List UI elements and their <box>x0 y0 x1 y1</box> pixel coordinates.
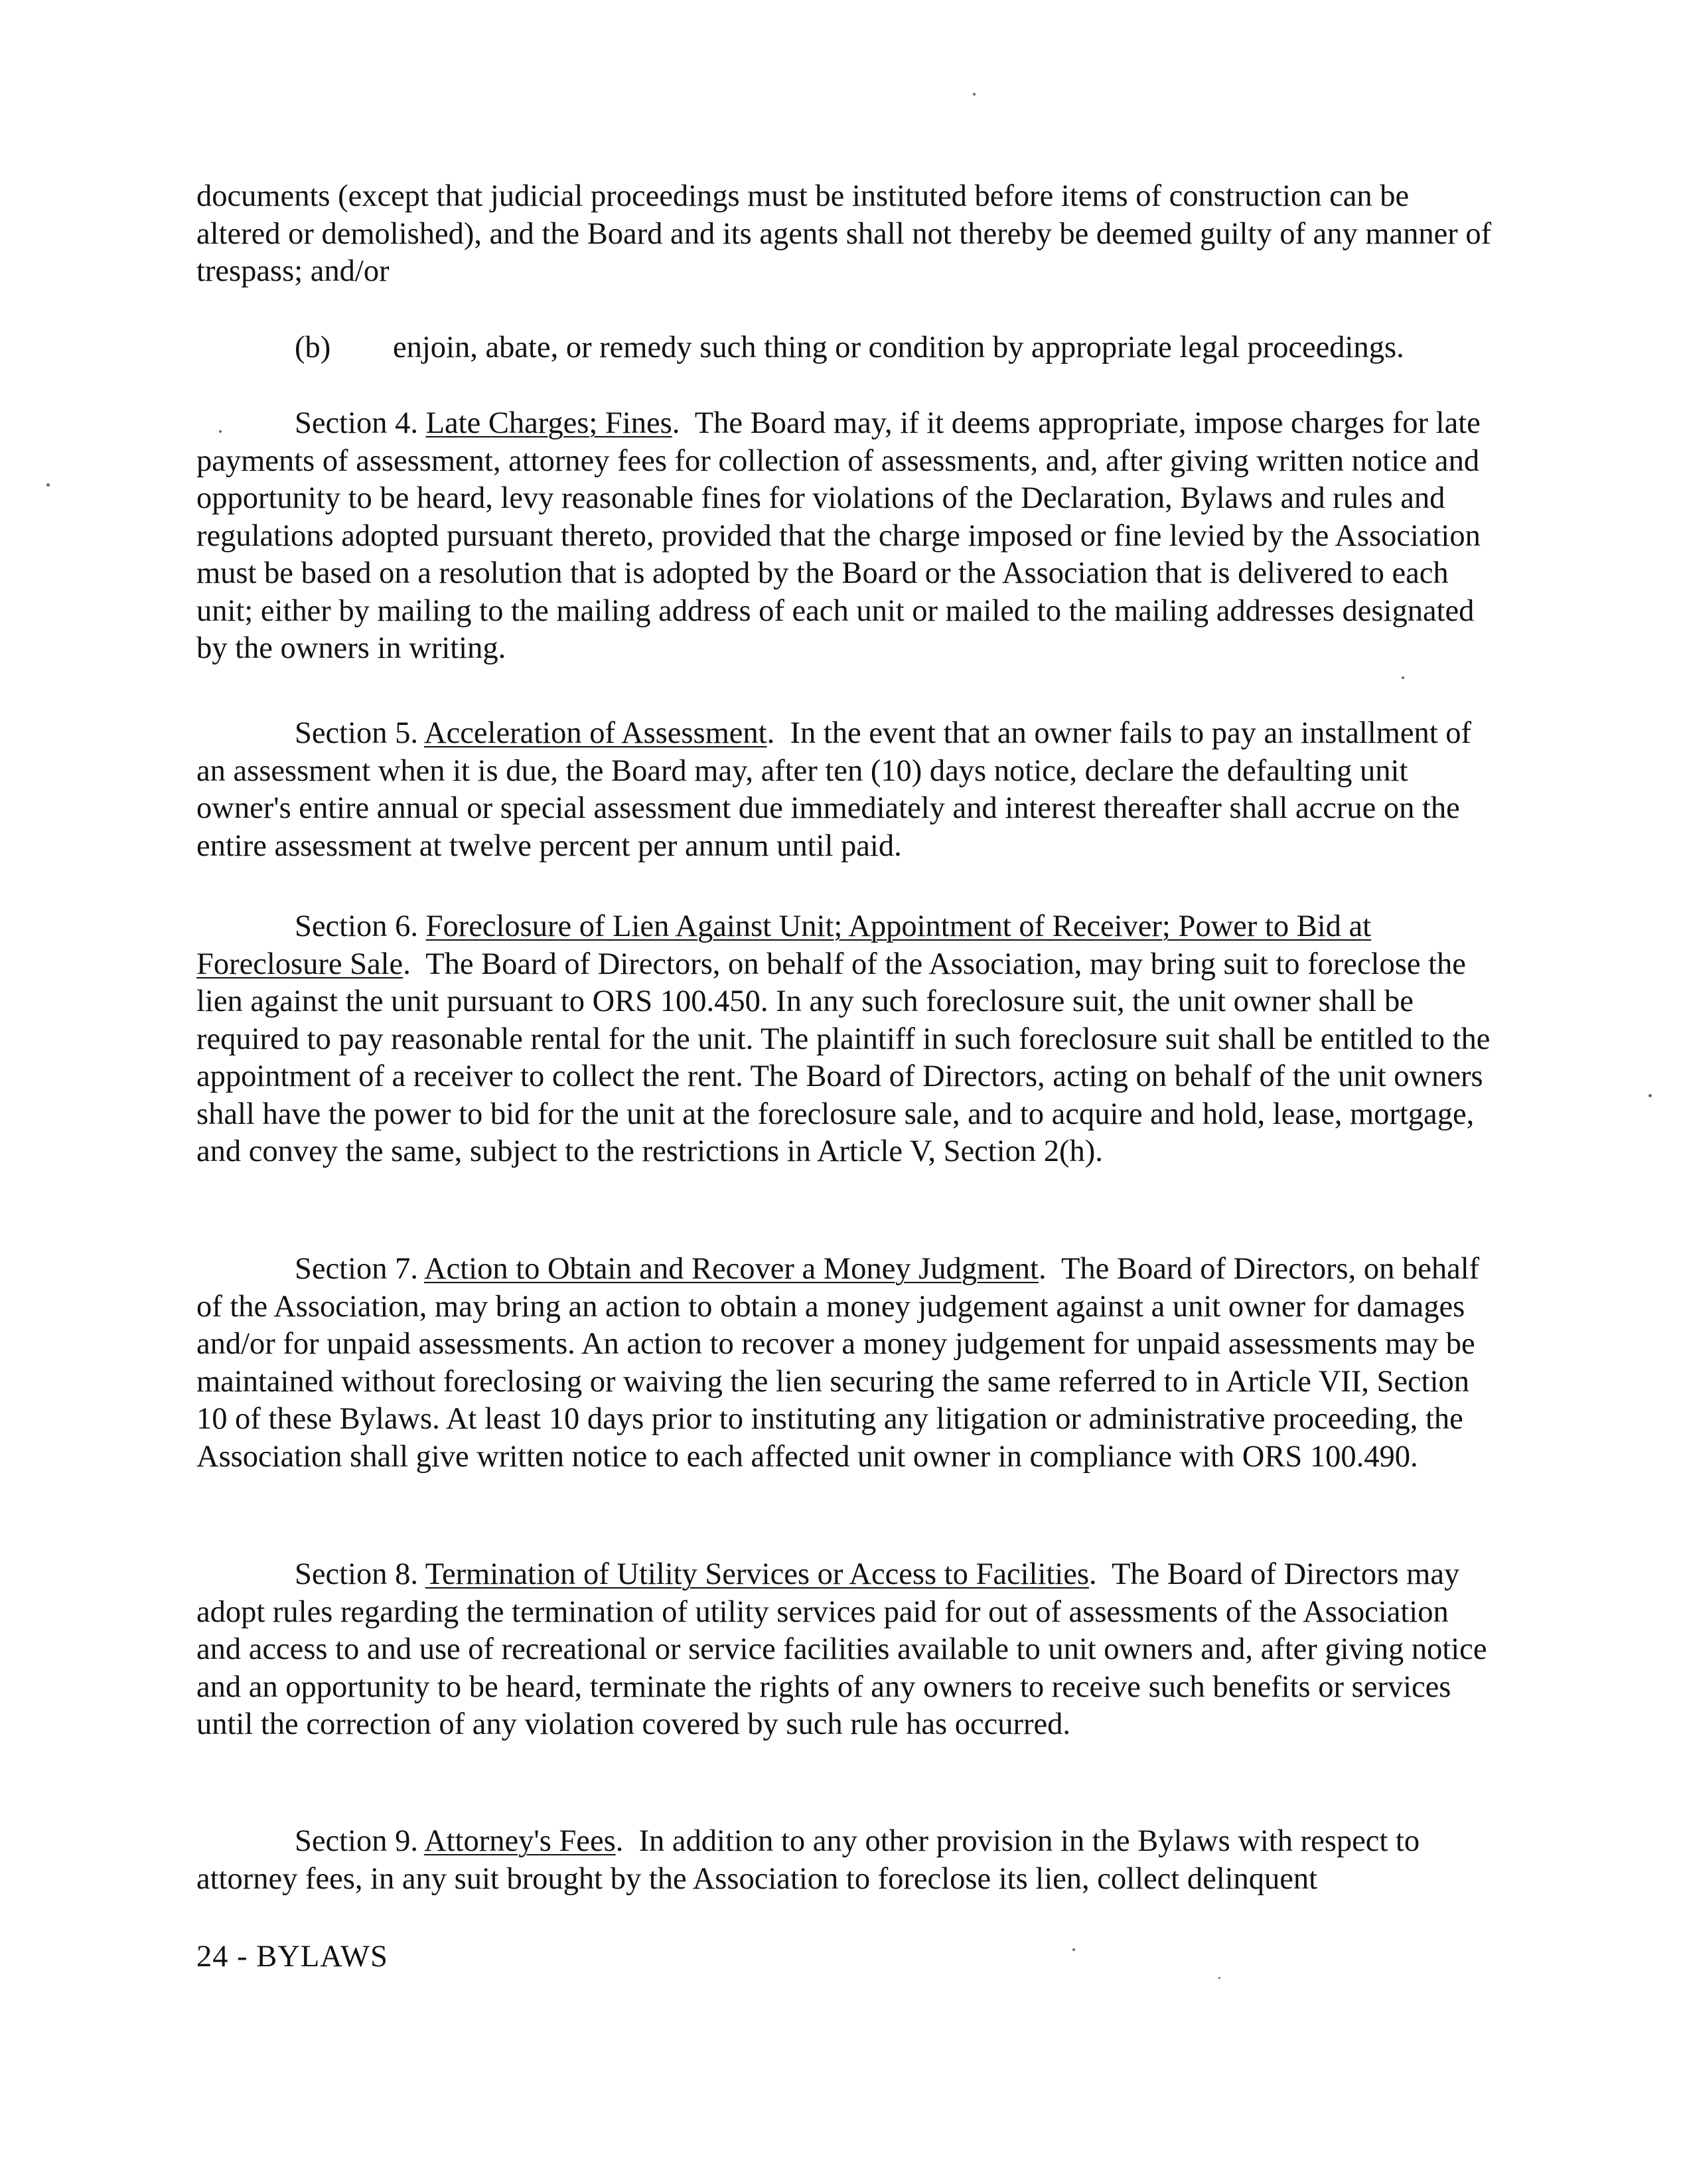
scan-speck <box>973 93 976 96</box>
section-6-lead: Section 6. <box>295 909 418 943</box>
scan-speck <box>46 483 50 487</box>
list-item-b-marker: (b) <box>295 331 331 364</box>
section-4-heading: Late Charges; Fines <box>425 406 672 440</box>
section-6-heading: Foreclosure of Lien Against Unit; Appointment of Receiver; Power to Bid at Foreclosure Sale <box>196 909 1372 981</box>
section-8-body: The Board of Directors may adopt rules regarding the termination of utility services paid for out of assessments of the Association and access to and use of recreational or service facilities available to unit owners and, after giving notice and an opportunity to be heard, terminate the rights of any owners to receive such benefits or services until the correction of any violation covered by such rule has occurred. <box>196 1557 1487 1741</box>
list-item-b <box>295 329 1404 367</box>
section-8-lead: Section 8. <box>295 1557 418 1591</box>
page-footer: 24 - BYLAWS <box>196 1940 388 1974</box>
section-5-paragraph: Section 5. Acceleration of Assessment. In the event that an owner fails to pay an installment of an assessment when it is due, the Board may, after ten (10) days notice, declare the defaulting unit owner's entire annual or special assessment due immediately and interest thereafter shall accrue on the entire assessment at twelve percent per annum until paid. <box>196 716 1472 863</box>
scan-speck <box>219 430 222 433</box>
section-4-lead: Section 4. <box>295 406 418 440</box>
section-4-body: The Board may, if it deems appropriate, impose charges for late payments of assessment, attorney fees for collection of assessments, and, after giving written notice and opportunity to be heard, levy reasonable fines for violations of the Declaration, Bylaws and rules and regulations adopted pursuant thereto, provided that the charge imposed or fine levied by the Association must be based on a resolution that is adopted by the Board or the Association that is delivered to each unit; either by mailing to the mailing address of each unit or mailed to the mailing addresses designated by the owners in writing. <box>196 406 1481 665</box>
section-9-heading: Attorney's Fees <box>424 1824 616 1858</box>
section-5-heading: Acceleration of Assessment <box>424 716 767 750</box>
section-9-lead: Section 9. <box>295 1824 418 1858</box>
section-4-paragraph: Section 4. Late Charges; Fines. The Board may, if it deems appropriate, impose charges for late payments of assessment, attorney fees for collection of assessments, and, after giving written notice and opportunity to be heard, levy reasonable fines for violations of the Declaration, Bylaws and rules and regulations adopted pursuant thereto, provided that the charge imposed or fine levied by the Association must be based on a resolution that is adopted by the Board or the Association that is delivered to each unit; either by mailing to the mailing address of each unit or mailed to the mailing addresses designated by the owners in writing. <box>196 406 1481 665</box>
scan-speck <box>1072 1948 1075 1951</box>
continuation-paragraph: documents (except that judicial proceedings must be instituted before items of construction can be altered or demolished), and the Board and its agents shall not thereby be deemed guilty of any manner of trespass; and/or <box>196 179 1492 288</box>
section-7-lead: Section 7. <box>295 1252 418 1286</box>
scan-speck <box>1218 1977 1220 1979</box>
section-6-body: The Board of Directors, on behalf of the Association, may bring suit to foreclose the lien against the unit pursuant to ORS 100.450. In any such foreclosure suit, the unit owner shall be required to pay reasonable rental for the unit. The plaintiff in such foreclosure suit shall be entitled to the appointment of a receiver to collect the rent. The Board of Directors, acting on behalf of the unit owners shall have the power to bid for the unit at the foreclosure sale, and to acquire and hold, lease, mortgage, and convey the same, subject to the restrictions in Article V, Section 2(h). <box>196 947 1491 1168</box>
scan-speck <box>1648 1094 1652 1097</box>
section-7-heading: Action to Obtain and Recover a Money Judgment <box>424 1252 1039 1286</box>
section-6-paragraph: Section 6. Foreclosure of Lien Against Unit; Appointment of Receiver; Power to Bid at Foreclosure Sale. The Board of Directors, on behalf of the Association, may bring suit to foreclose the lien against the unit pursuant to ORS 100.450. In any such foreclosure suit, the unit owner shall be required to pay reasonable rental for the unit. The plaintiff in such foreclosure suit shall be entitled to the appointment of a receiver to collect the rent. The Board of Directors, acting on behalf of the unit owners shall have the power to bid for the unit at the foreclosure sale, and to acquire and hold, lease, mortgage, and convey the same, subject to the restrictions in Article V, Section 2(h). <box>196 909 1491 1168</box>
section-7-body: The Board of Directors, on behalf of the Association, may bring an action to obtain a money judgement against a unit owner for damages and/or for unpaid assessments. An action to recover a money judgement for unpaid assessments may be maintained without foreclosing or waiving the lien securing the same referred to in Article VII, Section 10 of these Bylaws. At least 10 days prior to instituting any litigation or administrative proceeding, the Association shall give written notice to each affected unit owner in compliance with ORS 100.490. <box>196 1252 1480 1474</box>
section-5-body: In the event that an owner fails to pay an installment of an assessment when it is due, the Board may, after ten (10) days notice, declare the defaulting unit owner's entire annual or special assessment due immediately and interest thereafter shall accrue on the entire assessment at twelve percent per annum until paid. <box>196 716 1472 863</box>
section-8-paragraph: Section 8. Termination of Utility Services or Access to Facilities. The Board of Directors may adopt rules regarding the termination of utility services paid for out of assessments of the Association and access to and use of recreational or service facilities available to unit owners and, after giving notice and an opportunity to be heard, terminate the rights of any owners to receive such benefits or services until the correction of any violation covered by such rule has occurred. <box>196 1557 1487 1741</box>
section-5-lead: Section 5. <box>295 716 418 750</box>
list-item-b-text: enjoin, abate, or remedy such thing or condition by appropriate legal proceedings. <box>393 331 1404 364</box>
section-9-paragraph: Section 9. Attorney's Fees. In addition to any other provision in the Bylaws with respect to attorney fees, in any suit brought by the Association to foreclose its lien, collect delinquent <box>196 1824 1420 1896</box>
section-9-body: In addition to any other provision in the Bylaws with respect to attorney fees, in any suit brought by the Association to foreclose its lien, collect delinquent <box>196 1824 1420 1896</box>
section-8-heading: Termination of Utility Services or Access to Facilities <box>425 1557 1089 1591</box>
section-7-paragraph: Section 7. Action to Obtain and Recover a Money Judgment. The Board of Directors, on behalf of the Association, may bring an action to obtain a money judgement against a unit owner for damages and/or for unpaid assessments. An action to recover a money judgement for unpaid assessments may be maintained without foreclosing or waiving the lien securing the same referred to in Article VII, Section 10 of these Bylaws. At least 10 days prior to instituting any litigation or administrative proceeding, the Association shall give written notice to each affected unit owner in compliance with ORS 100.490. <box>196 1252 1480 1474</box>
scan-speck <box>1402 676 1404 679</box>
